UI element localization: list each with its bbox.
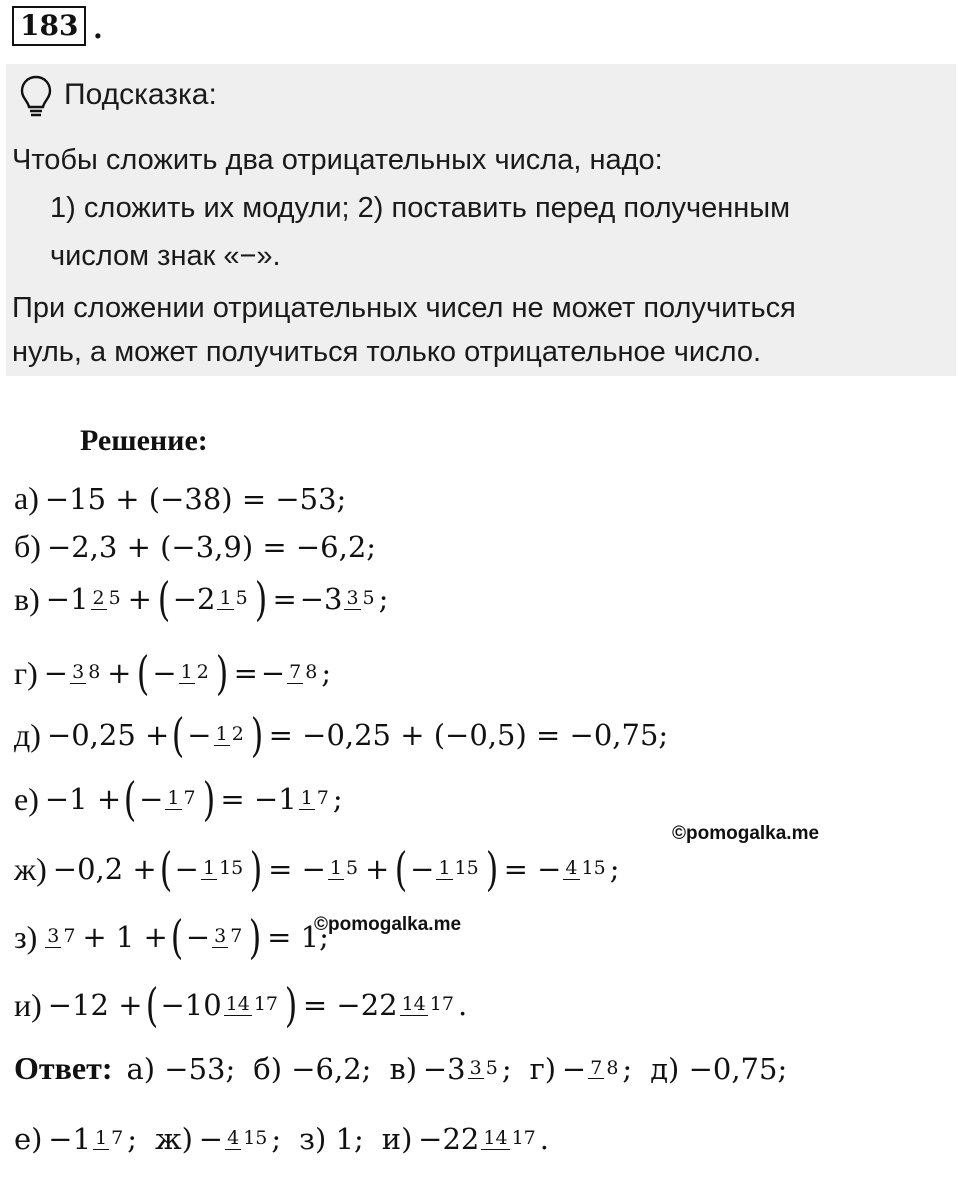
solution-item-g	[14, 646, 332, 700]
item-label: б)	[14, 528, 41, 564]
hint-line-4: При сложении отрицательных чисел не может получиться	[12, 292, 796, 324]
solution-item-zh	[14, 842, 620, 896]
solution-item-b	[14, 528, 376, 565]
hint-line-5: нуль, а может получиться только отрицательное число.	[12, 336, 762, 368]
item-label: д)	[14, 716, 41, 753]
answer-b: б) −6,2;	[253, 1051, 372, 1086]
hint-line-3: числом знак «−».	[50, 240, 281, 272]
hint-box	[6, 64, 956, 376]
answer-line-1	[14, 1050, 787, 1087]
exercise-number: 183	[12, 6, 86, 46]
answer-values: а) −53; б) −6,2; в) −3 3 5 ; г) − 7 8 ; д) −0,75;	[126, 1051, 788, 1086]
answer-line-2	[14, 1122, 549, 1156]
item-label: и)	[14, 986, 42, 1023]
equation: −1 2 5 + ( −2 1 5 ) = −3 3 5 ;	[45, 572, 389, 626]
solution-item-i	[14, 978, 468, 1032]
equation: 3 7 + 1 + ( − 3 7 ) = 1;	[47, 910, 329, 964]
item-label: а)	[14, 480, 39, 516]
item-label: г)	[14, 654, 38, 691]
lightbulb-icon	[18, 74, 54, 120]
solution-item-z	[14, 910, 329, 964]
solution-item-v	[14, 572, 389, 626]
answer-title: Ответ:	[14, 1050, 113, 1086]
watermark: ©pomogalka.me	[672, 823, 820, 844]
item-label: е)	[14, 780, 39, 817]
answer-e-label: е)	[14, 1122, 43, 1156]
equation: −1 + ( − 1 7 ) = −1 1 7 ;	[44, 772, 343, 826]
equation: −0,2 + ( − 1 15 ) = − 1 5 + ( − 1 15 ) = − 4 15 ;	[52, 842, 620, 896]
equation: −2,3 + (−3,9) = −6,2;	[46, 529, 377, 564]
equation: −15 + (−38) = −53;	[44, 481, 347, 516]
item-label: в)	[14, 580, 40, 617]
item-label: ж)	[14, 850, 47, 887]
watermark: ©pomogalka.me	[314, 914, 462, 935]
solution-item-a	[14, 480, 346, 517]
answer-a: а) −53;	[126, 1051, 236, 1086]
hint-title: Подсказка:	[64, 78, 217, 111]
answer-z: з) 1;	[299, 1122, 364, 1156]
answer-values: е) −1 1 7 ; ж) − 4 15 ; з) 1; и) −22 14 17 .	[14, 1122, 549, 1156]
equation: − 3 8 + ( − 1 2 ) = − 7 8 ;	[43, 646, 332, 700]
item-label: з)	[14, 918, 38, 955]
exercise-number-dot: .	[93, 12, 103, 45]
solution-item-e	[14, 772, 343, 826]
hint-line-1: Чтобы сложить два отрицательных числа, надо:	[12, 144, 663, 176]
solution-item-d	[14, 708, 669, 762]
solution-title: Решение:	[80, 424, 208, 457]
answer-d: д) −0,75;	[650, 1051, 788, 1086]
equation: −12 + ( −10 14 17 ) = −22 14 17 .	[47, 978, 468, 1032]
answer-i-label: и)	[381, 1122, 413, 1156]
answer-v-label: в)	[389, 1051, 418, 1086]
answer-g-label: г)	[529, 1051, 557, 1086]
equation: −0,25 + ( − 1 2 ) = −0,25 + (−0,5) = −0,75;	[46, 708, 669, 762]
answer-zh-label: ж)	[155, 1122, 193, 1156]
hint-line-2: 1) сложить их модули; 2) поставить перед полученным	[50, 192, 791, 224]
